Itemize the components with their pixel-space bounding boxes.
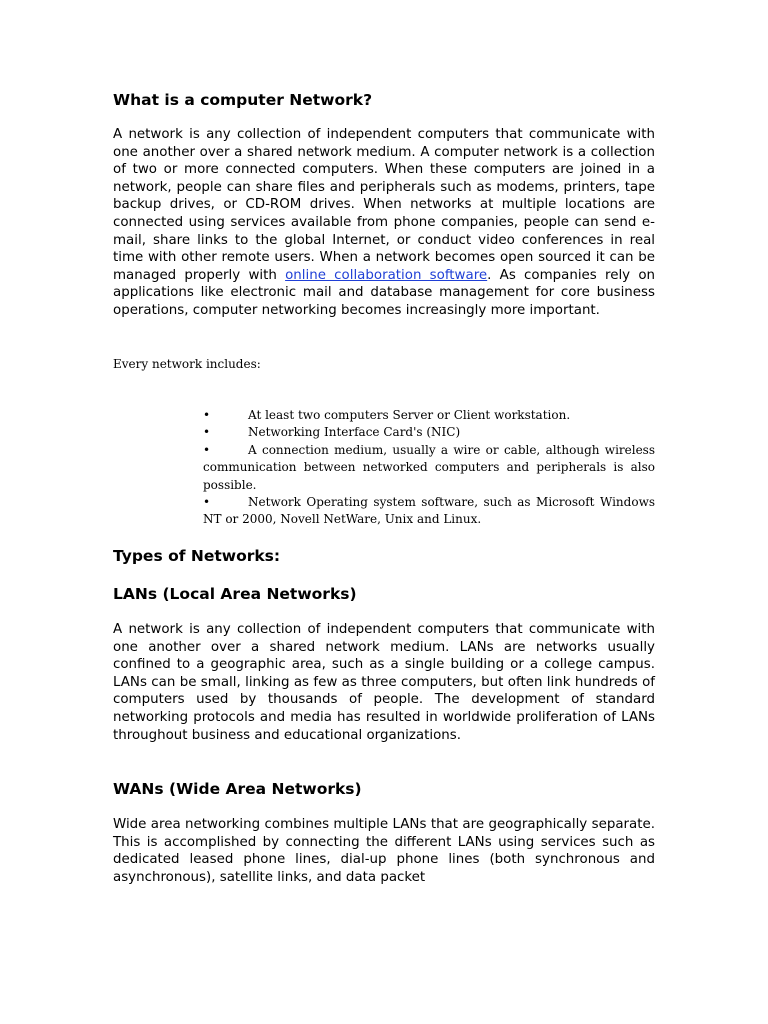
list-item: [203, 442, 655, 494]
intro-paragraph: [113, 126, 655, 320]
list-item: [203, 494, 655, 529]
lan-paragraph: A network is any collection of independent computers that communicate with one another over a shared network medium. LANs are networks usually confined to a geographic area, such as a single building or a college campus. LANs can be small, linking as few as three computers, but often link hundreds of computers used by thousands of people. The development of standard networking protocols and media has resulted in worldwide proliferation of LANs throughout business and educational organizations.: [113, 622, 655, 743]
types-heading: Types of Networks:: [113, 547, 281, 565]
includes-label: Every network includes:: [113, 357, 261, 371]
list-item-text: At least two computers Server or Client workstation.: [248, 408, 571, 422]
intro-text-end: . As companies rely on applications like electronic mail and database management for core business operations, computer networking becomes increasingly more important.: [113, 267, 656, 318]
list-item-text: Networking Interface Card's (NIC): [248, 425, 461, 440]
bullet-icon: •: [203, 442, 211, 457]
lan-heading: LANs (Local Area Networks): [113, 585, 357, 603]
list-item-text: Network Operating system software, such as Microsoft Windows NT or 2000, Novell NetWare, Unix and Linux.: [203, 495, 655, 527]
wan-heading: WANs (Wide Area Networks): [113, 780, 362, 798]
collaboration-software-link[interactable]: online collaboration software: [285, 267, 488, 283]
bullet-icon: •: [203, 425, 211, 440]
intro-text-start: A network is any collection of independent computers that communicate with one another over a shared network medium. A computer network is a collection of two or more connected computers. When these computers are joined in a network, people can share files and peripherals such as modems, printers, tape backup drives, or CD-ROM drives. When networks at multiple locations are connected using services available from phone companies, people can send e-mail, share links to the global Internet, or conduct video conferences in real time with other remote users. When a network becomes open sourced it can be managed properly with: [113, 127, 655, 283]
wan-paragraph: Wide area networking combines multiple LANs that are geographically separate. This is accomplished by connecting the different LANs using services such as dedicated leased phone lines, dial-up phone lines (both synchronous and asynchronous), satellite links, and data packet: [113, 817, 655, 885]
list-item-text: A connection medium, usually a wire or cable, although wireless communication between networked computers and peripherals is also possible.: [203, 442, 655, 492]
page-title: What is a computer Network?: [113, 91, 373, 109]
list-item: [203, 424, 655, 441]
bullet-icon: •: [203, 408, 211, 422]
list-item: [203, 407, 655, 424]
includes-list: [203, 407, 655, 529]
bullet-icon: •: [203, 495, 211, 510]
